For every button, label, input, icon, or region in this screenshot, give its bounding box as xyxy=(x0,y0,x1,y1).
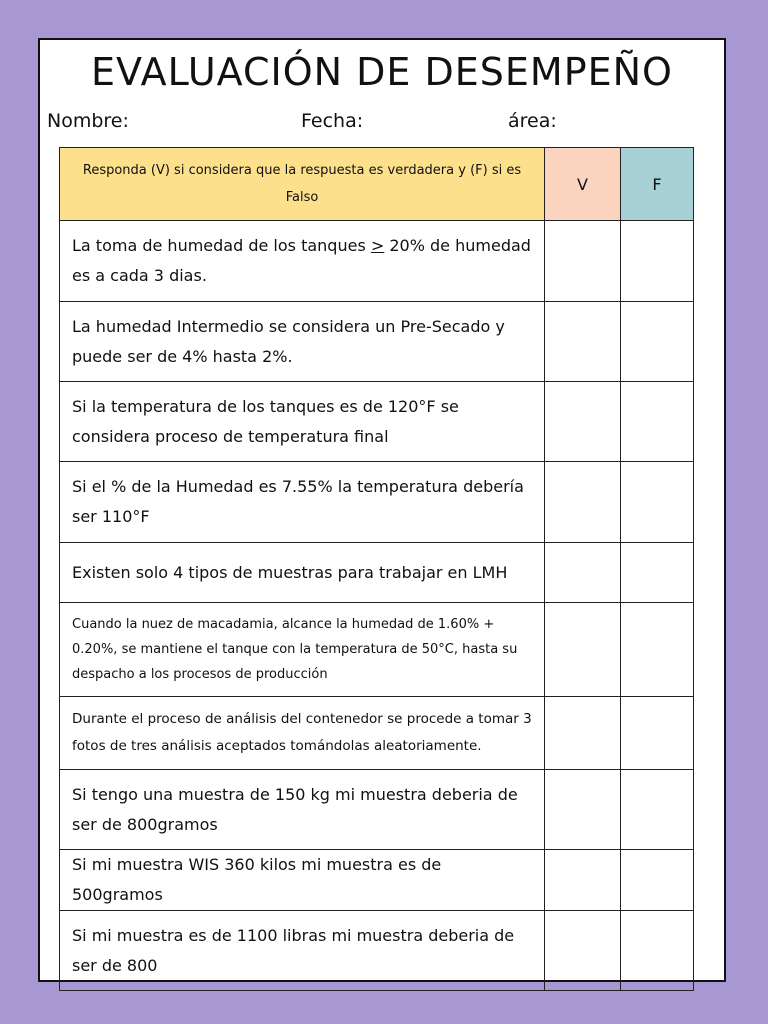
answer-v-cell[interactable] xyxy=(545,603,621,697)
answer-v-cell[interactable] xyxy=(545,462,621,543)
answer-v-cell[interactable] xyxy=(545,697,621,770)
evaluation-sheet xyxy=(38,38,726,982)
question-text: Cuando la nuez de macadamia, alcance la humedad de 1.60% + 0.20%, se mantiene el tanque con la temperatura de 50°C, hasta su despacho a los procesos de producción xyxy=(60,603,545,697)
answer-f-cell[interactable] xyxy=(621,382,694,462)
table-header-row xyxy=(60,148,694,221)
answer-f-cell[interactable] xyxy=(621,770,694,850)
answer-f-cell[interactable] xyxy=(621,543,694,603)
answer-f-cell[interactable] xyxy=(621,462,694,543)
question-text: Si la temperatura de los tanques es de 120°F se considera proceso de temperatura final xyxy=(60,382,545,462)
answer-f-cell[interactable] xyxy=(621,221,694,302)
answer-f-cell[interactable] xyxy=(621,302,694,382)
table-row xyxy=(60,543,694,603)
table-row xyxy=(60,462,694,543)
table-row xyxy=(60,382,694,462)
question-text: Si mi muestra es de 1100 libras mi muestra deberia de ser de 800 xyxy=(60,911,545,991)
answer-f-cell[interactable] xyxy=(621,697,694,770)
table-row xyxy=(60,302,694,382)
question-text: Si el % de la Humedad es 7.55% la temperatura debería ser 110°F xyxy=(60,462,545,543)
answer-f-cell[interactable] xyxy=(621,603,694,697)
answer-v-cell[interactable] xyxy=(545,543,621,603)
answer-v-cell[interactable] xyxy=(545,302,621,382)
instruction-cell: Responda (V) si considera que la respuesta es verdadera y (F) si es Falso xyxy=(60,148,545,221)
question-text: Si mi muestra WIS 360 kilos mi muestra es de 500gramos xyxy=(60,850,545,911)
question-text: Existen solo 4 tipos de muestras para trabajar en LMH xyxy=(60,543,545,603)
answer-v-cell[interactable] xyxy=(545,770,621,850)
nombre-label: Nombre: xyxy=(47,110,129,132)
table-row xyxy=(60,221,694,302)
area-label: área: xyxy=(508,110,557,132)
table-row xyxy=(60,770,694,850)
fecha-label: Fecha: xyxy=(301,110,364,132)
column-v-header: V xyxy=(545,148,621,221)
table-row xyxy=(60,911,694,991)
column-f-header: F xyxy=(621,148,694,221)
answer-v-cell[interactable] xyxy=(545,911,621,991)
question-text: La humedad Intermedio se considera un Pre-Secado y puede ser de 4% hasta 2%. xyxy=(60,302,545,382)
answer-v-cell[interactable] xyxy=(545,382,621,462)
table-row xyxy=(60,697,694,770)
question-text: Si tengo una muestra de 150 kg mi muestra deberia de ser de 800gramos xyxy=(60,770,545,850)
table-row xyxy=(60,850,694,911)
answer-v-cell[interactable] xyxy=(545,221,621,302)
question-text: La toma de humedad de los tanques > 20% de humedad es a cada 3 dias. xyxy=(60,221,545,302)
evaluation-table xyxy=(59,147,694,991)
answer-f-cell[interactable] xyxy=(621,850,694,911)
question-text: Durante el proceso de análisis del contenedor se procede a tomar 3 fotos de tres análisis aceptados tomándolas aleatoriamente. xyxy=(60,697,545,770)
page-title: EVALUACIÓN DE DESEMPEÑO xyxy=(91,50,673,94)
answer-f-cell[interactable] xyxy=(621,911,694,991)
table-row xyxy=(60,603,694,697)
answer-v-cell[interactable] xyxy=(545,850,621,911)
